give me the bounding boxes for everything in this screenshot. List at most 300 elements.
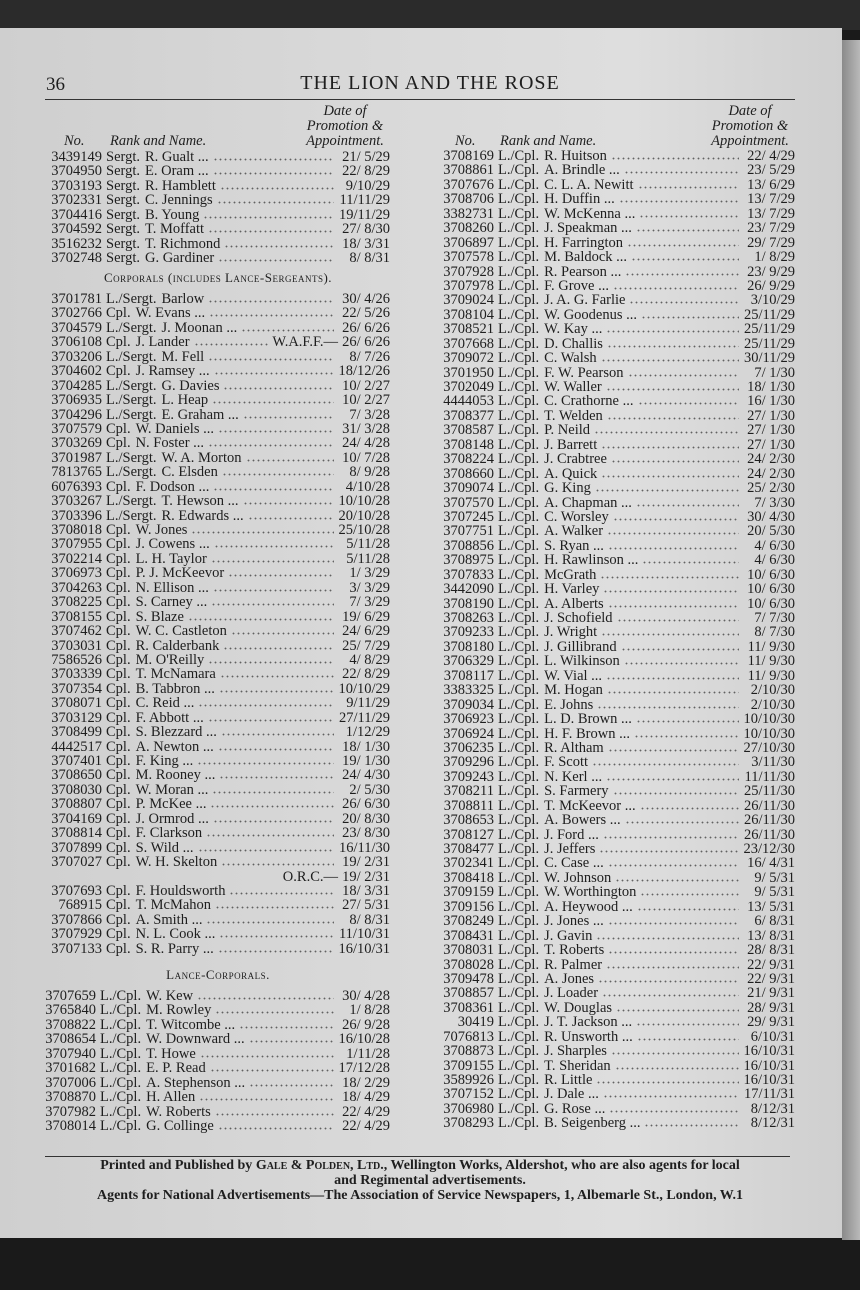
promotion-date: 25/10/28 bbox=[338, 522, 390, 538]
dot-leader bbox=[231, 627, 334, 635]
promotion-date: 26/11/30 bbox=[743, 826, 795, 843]
service-number: 7586526 bbox=[51, 651, 102, 668]
rank: L./Sergt. bbox=[106, 348, 157, 365]
rank: L./Cpl. bbox=[498, 1014, 540, 1031]
promotion-date: 27/ 1/30 bbox=[747, 436, 795, 453]
service-number: 3707899 bbox=[51, 839, 102, 856]
roll-entry bbox=[46, 393, 390, 407]
service-number: 3703396 bbox=[51, 507, 102, 524]
soldier-name: P. J. McKeevor bbox=[135, 565, 225, 582]
roll-entry bbox=[40, 1061, 390, 1075]
rank: L./Cpl. bbox=[498, 321, 540, 338]
dot-leader bbox=[607, 686, 739, 694]
service-number: 3708225 bbox=[51, 594, 102, 611]
rank: Sergt. bbox=[106, 177, 140, 194]
service-number: 3706980 bbox=[443, 1100, 494, 1117]
rank: L./Cpl. bbox=[100, 1074, 142, 1091]
roll-entry bbox=[46, 812, 390, 826]
service-number: 3707570 bbox=[443, 494, 494, 511]
promotion-date: 25/11/29 bbox=[743, 335, 795, 352]
promotion-date: 25/11/29 bbox=[743, 306, 795, 323]
rank: L./Cpl. bbox=[498, 711, 540, 728]
rank-name-header-left: Rank and Name. bbox=[110, 133, 207, 149]
roll-entry bbox=[40, 1003, 390, 1017]
rank: Cpl. bbox=[106, 623, 131, 640]
dot-leader bbox=[211, 555, 334, 563]
soldier-name: A. Alberts bbox=[544, 595, 604, 612]
promotion-date: 29/ 7/29 bbox=[747, 234, 795, 251]
service-number: 3708418 bbox=[443, 869, 494, 886]
promotion-date: 26/ 6/30 bbox=[342, 796, 390, 813]
roll-entry bbox=[438, 640, 795, 654]
rank: L./Cpl. bbox=[498, 797, 540, 814]
service-number: 3701682 bbox=[45, 1060, 96, 1077]
soldier-name: J. Loader bbox=[544, 985, 599, 1002]
dot-leader bbox=[592, 758, 739, 766]
dot-leader bbox=[617, 614, 739, 622]
rank: L./Sergt. bbox=[106, 507, 157, 524]
rank: L./Cpl. bbox=[100, 1103, 142, 1120]
roll-entry bbox=[46, 292, 390, 306]
roll-entry bbox=[438, 163, 795, 177]
rank: L./Cpl. bbox=[498, 162, 540, 179]
rank: Cpl. bbox=[106, 897, 131, 914]
soldier-name: R. Gualt ... bbox=[144, 149, 209, 165]
rank: Cpl. bbox=[106, 825, 131, 842]
header-text: Promotion & bbox=[306, 118, 384, 134]
roll-entry bbox=[438, 221, 795, 235]
promotion-date: 8/ 7/30 bbox=[754, 624, 795, 641]
promotion-date: 25/ 2/30 bbox=[747, 480, 795, 497]
promotion-date: 4/ 8/29 bbox=[349, 651, 390, 668]
dot-leader bbox=[214, 367, 334, 375]
service-number: 3702748 bbox=[51, 250, 102, 267]
roll-entry bbox=[46, 321, 390, 335]
roll-entry bbox=[46, 884, 390, 898]
roll-entry bbox=[438, 1102, 795, 1116]
service-number: 3708260 bbox=[443, 220, 494, 237]
service-number: 3702049 bbox=[443, 379, 494, 395]
promotion-date: 4/ 6/30 bbox=[754, 537, 795, 554]
roll-entry bbox=[46, 581, 390, 595]
dot-leader bbox=[631, 253, 739, 261]
soldier-name: S. R. Parry ... bbox=[135, 940, 214, 957]
service-number: 3707866 bbox=[51, 911, 102, 928]
rank: Cpl. bbox=[106, 911, 131, 928]
soldier-name: S. Wild ... bbox=[135, 839, 194, 856]
service-number: 3703193 bbox=[51, 177, 102, 194]
dot-leader bbox=[638, 397, 740, 405]
rank: Cpl. bbox=[106, 796, 131, 813]
promotion-date: 22/ 9/31 bbox=[747, 970, 795, 987]
service-number: 3708014 bbox=[45, 1117, 96, 1134]
dot-leader bbox=[606, 672, 739, 680]
rank: L./Cpl. bbox=[498, 841, 540, 857]
promotion-date: 1/ 8/28 bbox=[349, 1002, 390, 1019]
roll-entry bbox=[438, 322, 795, 336]
date-header-left bbox=[290, 104, 400, 149]
soldier-name: W. Kay ... bbox=[544, 321, 603, 338]
promotion-date: 10/ 6/30 bbox=[747, 581, 795, 598]
promotion-date: 11/11/30 bbox=[744, 768, 795, 785]
promotion-date: 10/10/30 bbox=[743, 711, 795, 728]
rank: L./Cpl. bbox=[498, 942, 540, 959]
promotion-date: 18/ 1/30 bbox=[342, 738, 390, 755]
dot-leader bbox=[217, 196, 334, 204]
service-number: 3708028 bbox=[443, 956, 494, 973]
soldier-name: W. A. Morton bbox=[161, 449, 242, 466]
soldier-name: W. Evans ... bbox=[135, 305, 206, 322]
soldier-name: A. Jones bbox=[544, 970, 595, 987]
rank: Sergt. bbox=[106, 235, 140, 252]
roll-entry bbox=[438, 192, 795, 206]
rank: L./Cpl. bbox=[498, 335, 540, 352]
soldier-name: M. Hogan bbox=[544, 682, 603, 699]
rank: L./Cpl. bbox=[498, 508, 540, 525]
dot-leader bbox=[243, 497, 334, 505]
rank: L./Cpl. bbox=[498, 1043, 540, 1060]
service-number: 3707751 bbox=[443, 523, 494, 540]
service-number: 3706973 bbox=[51, 565, 102, 582]
service-number: 3708822 bbox=[45, 1016, 96, 1033]
footer-line-3: Agents for National Advertisements—The Association of Service Newspapers, 1, Albemarle St., London, W.1 bbox=[96, 1188, 744, 1203]
service-number: 3708190 bbox=[443, 595, 494, 612]
dot-leader bbox=[640, 888, 739, 896]
roll-entry bbox=[46, 379, 390, 393]
dot-leader bbox=[218, 945, 334, 953]
roll-entry bbox=[40, 1032, 390, 1046]
rank: Cpl. bbox=[106, 767, 131, 784]
dot-leader bbox=[215, 901, 334, 909]
rank: Cpl. bbox=[106, 781, 131, 798]
promotion-date: 24/ 4/28 bbox=[342, 435, 390, 452]
roll-entry bbox=[438, 625, 795, 639]
service-number: 3708117 bbox=[443, 667, 494, 684]
soldier-name: J. Lander bbox=[135, 334, 190, 351]
rank: Cpl. bbox=[106, 536, 131, 553]
rank: Sergt. bbox=[106, 250, 140, 267]
roll-entry bbox=[46, 725, 390, 739]
sergeants-list bbox=[46, 150, 390, 266]
rank: L./Sergt. bbox=[106, 319, 157, 336]
footer-rule bbox=[45, 1156, 790, 1157]
header-text: Promotion & bbox=[711, 118, 789, 134]
soldier-name: J. Crabtree bbox=[544, 451, 607, 468]
dot-leader bbox=[599, 845, 739, 853]
service-number: 3708857 bbox=[443, 985, 494, 1002]
promotion-date: 13/ 5/31 bbox=[747, 898, 795, 915]
dot-leader bbox=[208, 656, 334, 664]
roll-entry bbox=[438, 770, 795, 784]
soldier-name: R. Altham bbox=[544, 739, 604, 756]
roll-entry bbox=[40, 1018, 390, 1032]
service-number: 3708071 bbox=[51, 695, 102, 712]
promotion-date: 25/ 7/29 bbox=[342, 637, 390, 654]
dot-leader bbox=[640, 802, 739, 810]
page-title: THE LION AND THE ROSE bbox=[300, 72, 560, 94]
soldier-name: F. Abbott ... bbox=[135, 709, 204, 726]
promotion-date: 10/10/29 bbox=[338, 680, 390, 697]
service-number: 3707668 bbox=[443, 335, 494, 352]
soldier-name: F. Houldsworth bbox=[135, 882, 226, 899]
promotion-date: 24/ 6/29 bbox=[342, 623, 390, 640]
dot-leader bbox=[241, 324, 334, 332]
soldier-name: T. Richmond bbox=[144, 235, 221, 252]
rank: L./Sergt. bbox=[106, 493, 157, 510]
soldier-name: W. Downward ... bbox=[146, 1031, 245, 1048]
rank: L./Cpl. bbox=[498, 552, 540, 569]
lance-corporals-list-left bbox=[40, 989, 390, 1133]
promotion-date: 25/11/29 bbox=[743, 321, 795, 338]
section-heading-corporals: Corporals (includes Lance-Sergeants). bbox=[103, 270, 333, 285]
promotion-date: 18/12/26 bbox=[338, 363, 390, 380]
dot-leader bbox=[596, 932, 739, 940]
dot-leader bbox=[197, 757, 334, 765]
soldier-name: A. Chapman ... bbox=[544, 494, 632, 511]
promotion-date: 22/ 9/31 bbox=[747, 956, 795, 973]
soldier-name: P. McKee ... bbox=[135, 796, 207, 813]
soldier-name: H. Farrington bbox=[544, 234, 624, 251]
promotion-date: 18/ 2/29 bbox=[342, 1074, 390, 1091]
service-number: 3708856 bbox=[443, 537, 494, 554]
soldier-name: N. Foster ... bbox=[135, 435, 205, 452]
rank: L./Cpl. bbox=[100, 988, 142, 1004]
promotion-date: 11/ 9/30 bbox=[747, 667, 795, 684]
soldier-name: E. Graham ... bbox=[161, 406, 239, 423]
roll-entry bbox=[438, 366, 795, 380]
soldier-name: W. Johnson bbox=[544, 869, 612, 886]
rank: Cpl. bbox=[106, 709, 131, 726]
promotion-date: 9/ 5/31 bbox=[754, 869, 795, 886]
service-number: 3708477 bbox=[443, 841, 494, 857]
rank: L./Cpl. bbox=[498, 739, 540, 756]
rank: Cpl. bbox=[106, 666, 131, 683]
promotion-date: 16/11/30 bbox=[338, 839, 390, 856]
dot-leader bbox=[188, 613, 334, 621]
soldier-name: J. Dale ... bbox=[544, 1086, 599, 1103]
service-number: 3704602 bbox=[51, 363, 102, 380]
service-number: 3708263 bbox=[443, 610, 494, 626]
service-number: 3707401 bbox=[51, 753, 102, 769]
rank: L./Cpl. bbox=[498, 985, 540, 1002]
soldier-name: W. Worthington bbox=[544, 884, 637, 901]
rank: L./Cpl. bbox=[498, 884, 540, 901]
soldier-name: T. McNamara bbox=[135, 666, 216, 683]
roll-entry bbox=[438, 568, 795, 582]
soldier-name: L. Heap bbox=[161, 392, 209, 409]
soldier-name: M. Fell bbox=[161, 348, 205, 365]
promotion-date: 26/11/30 bbox=[743, 797, 795, 814]
roll-entry bbox=[46, 841, 390, 855]
roll-entry bbox=[46, 436, 390, 450]
soldier-name: G. Davies bbox=[161, 377, 220, 394]
dot-leader bbox=[615, 1062, 739, 1070]
promotion-date: 24/ 4/30 bbox=[342, 767, 390, 784]
promotion-date: 20/ 8/30 bbox=[342, 810, 390, 827]
roll-entry bbox=[438, 452, 795, 466]
promotion-date: 19/ 6/29 bbox=[342, 608, 390, 625]
soldier-name: C. Worsley bbox=[544, 508, 609, 525]
rank: L./Cpl. bbox=[498, 812, 540, 829]
rank: L./Cpl. bbox=[498, 595, 540, 612]
promotion-date: 8/ 8/31 bbox=[349, 911, 390, 928]
service-number: 3765840 bbox=[45, 1002, 96, 1019]
roll-entry bbox=[438, 914, 795, 928]
rank: L./Cpl. bbox=[498, 422, 540, 439]
roll-entry bbox=[46, 711, 390, 725]
roll-entry bbox=[438, 972, 795, 986]
roll-entry bbox=[438, 553, 795, 567]
soldier-name: D. Challis bbox=[544, 335, 603, 352]
roll-entry bbox=[438, 582, 795, 596]
promotion-date: 27/11/29 bbox=[338, 709, 390, 726]
service-number: 3516232 bbox=[51, 235, 102, 252]
footer-line-2: and Regimental advertisements. bbox=[334, 1173, 526, 1188]
dot-leader bbox=[243, 411, 334, 419]
service-number: 3708814 bbox=[51, 825, 102, 842]
roll-entry bbox=[46, 610, 390, 624]
service-number: 3707579 bbox=[51, 420, 102, 437]
service-number: 3708104 bbox=[443, 306, 494, 323]
soldier-name: H. Duffin ... bbox=[544, 191, 615, 208]
promotion-date: 7/ 1/30 bbox=[754, 364, 795, 381]
rank: Sergt. bbox=[106, 149, 140, 165]
service-number: 3708811 bbox=[443, 797, 494, 814]
rank: L./Cpl. bbox=[498, 176, 540, 193]
roll-entry bbox=[40, 1047, 390, 1061]
rank: Sergt. bbox=[106, 206, 140, 223]
service-number: 3706923 bbox=[443, 711, 494, 728]
dot-leader bbox=[637, 1033, 739, 1041]
dot-leader bbox=[249, 1035, 334, 1043]
rank: L./Cpl. bbox=[498, 927, 540, 944]
service-number: 3708861 bbox=[443, 162, 494, 179]
promotion-date: 29/ 9/31 bbox=[747, 1014, 795, 1031]
service-number: 768915 bbox=[58, 897, 102, 914]
roll-entry bbox=[438, 380, 795, 394]
dot-leader bbox=[603, 831, 739, 839]
roll-entry bbox=[438, 438, 795, 452]
soldier-name: A. Bowers ... bbox=[544, 812, 621, 829]
dot-leader bbox=[199, 1093, 334, 1101]
promotion-date: 18/ 1/30 bbox=[747, 379, 795, 395]
rank: L./Cpl. bbox=[498, 667, 540, 684]
roll-entry bbox=[438, 799, 795, 813]
service-number: 3707133 bbox=[51, 940, 102, 957]
promotion-date: 23/ 7/29 bbox=[747, 220, 795, 237]
service-number: 3702214 bbox=[51, 550, 102, 567]
header-text: Appointment. bbox=[306, 133, 384, 149]
rank: L./Cpl. bbox=[498, 1057, 540, 1074]
soldier-name: J. Gillibrand bbox=[544, 638, 617, 655]
header-text: Appointment. bbox=[711, 133, 789, 149]
dot-leader bbox=[210, 1064, 334, 1072]
soldier-name: W. H. Skelton bbox=[135, 854, 218, 871]
soldier-name: C. L. A. Newitt bbox=[544, 176, 634, 193]
header-rule bbox=[45, 99, 795, 100]
promotion-date: 26/ 9/29 bbox=[747, 277, 795, 294]
rank: L./Cpl. bbox=[498, 537, 540, 554]
service-number: 3707693 bbox=[51, 882, 102, 899]
dot-leader bbox=[594, 426, 739, 434]
soldier-name: N. Kerl ... bbox=[544, 768, 603, 785]
soldier-name: C. Elsden bbox=[161, 464, 218, 481]
rank: L./Cpl. bbox=[498, 566, 540, 583]
dot-leader bbox=[624, 657, 739, 665]
rank: Cpl. bbox=[106, 608, 131, 625]
soldier-name: A. Smith ... bbox=[135, 911, 203, 928]
service-number: 3702766 bbox=[51, 305, 102, 322]
roll-entry bbox=[438, 1015, 795, 1029]
soldier-name: R. Calderbank bbox=[135, 637, 220, 654]
service-number: 3704169 bbox=[51, 810, 102, 827]
rank: Cpl. bbox=[106, 810, 131, 827]
service-number: 3708870 bbox=[45, 1089, 96, 1106]
roll-entry bbox=[46, 942, 390, 956]
dot-leader bbox=[223, 382, 334, 390]
dot-leader bbox=[608, 917, 739, 925]
rank: Cpl. bbox=[106, 565, 131, 582]
promotion-date: 22/ 8/29 bbox=[342, 666, 390, 683]
roll-entry bbox=[46, 566, 390, 580]
soldier-name: R. Palmer bbox=[544, 956, 603, 973]
roll-entry bbox=[46, 164, 390, 178]
service-number: 3708873 bbox=[443, 1043, 494, 1060]
promotion-date: 4/10/28 bbox=[345, 478, 390, 495]
soldier-name: R. Edwards ... bbox=[161, 507, 244, 524]
rank: L./Cpl. bbox=[498, 350, 540, 367]
rank: L./Cpl. bbox=[498, 292, 540, 309]
promotion-date: 1/ 3/29 bbox=[349, 565, 390, 582]
roll-entry bbox=[46, 364, 390, 378]
rank: L./Sergt. bbox=[106, 392, 157, 409]
dot-leader bbox=[611, 455, 739, 463]
roll-entry bbox=[438, 236, 795, 250]
roll-entry bbox=[46, 150, 390, 164]
rank: Cpl. bbox=[106, 363, 131, 380]
dot-leader bbox=[198, 844, 334, 852]
service-number: 3706935 bbox=[51, 392, 102, 409]
soldier-name: F. Grove ... bbox=[544, 277, 609, 294]
soldier-name: W. McKenna ... bbox=[544, 205, 636, 222]
service-number: 3708431 bbox=[443, 927, 494, 944]
dot-leader bbox=[208, 439, 334, 447]
promotion-date: 26/ 6/26 bbox=[342, 319, 390, 336]
promotion-date: 10/ 6/30 bbox=[747, 566, 795, 583]
dot-leader bbox=[613, 513, 739, 521]
dot-leader bbox=[213, 153, 334, 161]
soldier-name: G. Collinge bbox=[146, 1117, 214, 1134]
service-number: 3439149 bbox=[51, 149, 102, 165]
roll-entry bbox=[46, 870, 390, 884]
rank: L./Cpl. bbox=[498, 480, 540, 497]
roll-entry bbox=[46, 898, 390, 912]
service-number: 3708180 bbox=[443, 638, 494, 655]
promotion-date: 3/10/29 bbox=[750, 292, 795, 309]
roll-entry bbox=[46, 595, 390, 609]
roll-entry bbox=[46, 783, 390, 797]
service-number: 3708377 bbox=[443, 407, 494, 424]
promotion-date: 19/11/29 bbox=[338, 206, 390, 223]
service-number: 3708127 bbox=[443, 826, 494, 843]
dot-leader bbox=[601, 628, 739, 636]
service-number: 3706235 bbox=[443, 739, 494, 756]
roll-entry bbox=[46, 222, 390, 236]
soldier-name: J. Schofield bbox=[544, 610, 613, 626]
promotion-date: 27/ 1/30 bbox=[747, 407, 795, 424]
soldier-name: R. Huitson bbox=[544, 148, 607, 164]
rank: Sergt. bbox=[106, 192, 140, 209]
